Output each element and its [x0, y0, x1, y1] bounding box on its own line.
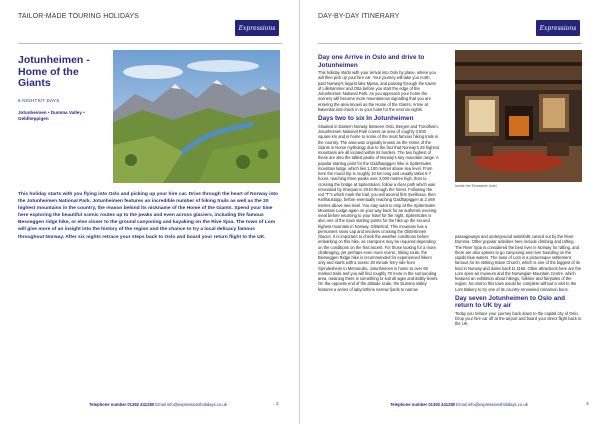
tour-duration: 6 NIGHTS/7 DAYS [18, 98, 60, 103]
day1-heading: Day one Arrive in Oslo and drive to Jotunheimen [318, 54, 425, 69]
day2-text-continued: passageways and underground waterfalls carved out by the River Dumma. Other popular activities here include climbing and rafting. The River Sjoa is considered the best river in Norway for rafting, and there are also options to go canyoning and river boarding on the rapids blue waters. The town of Lom is a picturesque settlement famous for its striking Stave Church, which is one of the biggest of its kind in Norway and dates back to 1160. Other attractions here are the Lom open-air museum and the Norwegian Mountain Centre, which features an exhibition about hikings, folklore and fairytales of the region. No visit to this town would be complete without a visit to the Lom Bakery to try one of its country-renowned cinnamon buns. [455, 234, 581, 292]
tour-title: Jotunheimen - Home of the Giants [18, 54, 90, 89]
day2-text: Situated in Eastern Norway between Oslo, Bergen and Trondheim, Jotunheimen National Park covers an area of roughly 3,500 square km and is home to some of the most famous hiking trails in the country. The area was originally known as the Home of the Giants in Norse mythology due to the fact that Norway's 29 highest mountains are all located within its borders. The two highest of these are also the tallest peaks of Norway's key mountain range. A popular starting point for the Galdhøpiggen hike is Spiterstulen mountain lodge, which lies 1,100 metres above sea level. From here the round trip is roughly 10 km long and usually takes 6-7 hours, reaching three peaks over 2,000 metres high, then to crossing the bridge at Spiterstulen, follow a clear path which was renovated by Sherpas in 2010 through the forest. Following the red "T"s which mark the trail, you will ascend first Svellnosa, then Keilhaustopp, before eventually reaching Galdhøpiggen at 2,469 metres above sea level. You may want to stop at the Spiterstulen Mountain Lodge again on your way back for an authentic evening meal before returning to your hotel for the night. Spiterstulen is also one of the main starting points for the hike up the second highest mountain in Norway, Glittertind. This mountain has a permanent snow cap and involves crossing the Glittertinnen Glacier. It is important to check the weather conditions before embarking on this hike, as crampons may be required depending on the conditions on the first ascent. For those looking for a more challenging, yet perhaps even more scenic, hiking route, the Besseggen Ridge hike is recommended for experienced hikers only and starts with a scenic 20 minute ferry ride from Gjendesheim to Memurubu. Jotunheimen is home to over 60 marked trails and you will find roughly 70 more in the surrounding area, meaning there is something to suit all ages and ability levels. On the opposite end of the altitude scale, the Dumma Valley features a series of labyrinthine narrow fjords to narrow [318, 123, 439, 292]
day7-text: Today you retrace your journey back down to the capital city of Oslo. Drop your hire car off at the airport and board your direct flight back to the UK. [455, 310, 582, 327]
mountain-valley-photo [113, 50, 280, 183]
right-page [300, 0, 600, 424]
hotel-interior-photo [455, 50, 582, 182]
header-rule-right [318, 43, 582, 44]
header-rule [18, 43, 282, 44]
footer-phone-label-right: Telephone number [390, 402, 428, 407]
itinerary-column-1 [318, 54, 439, 295]
page-number-left: 2 [276, 402, 279, 407]
tour-intro: This holiday starts with you flying into Oslo and picking up your hire car. Drive through the heart of Norway into the Jotunheimen National Park. Jotunheimen features an incredible number of hiking trails as well as the 20 highest mountains in the country, the reason behind its nickname of the Home of the Giants. Spend your time here exploring the beautiful scenic routes up to the peaks and even across glaciers, including the famous Besseggen ridge hike, or else closer to the ground canyoning and kayaking on the Rive Sjoa. The town of Lom will give more of an insight into the history of the region and the chance to try a local delicacy famous throughout Norway. After six nights retrace your steps back to Oslo and board your return flight to the UK. [18, 192, 279, 240]
footer-contact-right [390, 402, 528, 407]
footer-contact-left [89, 402, 227, 407]
logo-text-right: Expressions [539, 24, 577, 32]
running-head-left: TAILOR-MADE TOURING HOLIDAYS [18, 13, 139, 20]
footer-email-label-right: Email [456, 402, 467, 407]
footer-phone-right: 01392 441280 [428, 402, 456, 407]
logo-text: Expressions [238, 24, 276, 32]
photo-caption: Inside the Elvesæter hotel [455, 184, 497, 188]
page-number-right: 3 [586, 402, 589, 407]
footer-email-label: Email [155, 402, 166, 407]
day1-text: This holiday starts with your arrival into Oslo by plane, where you will then pick up your hire car. Your journey will take you north, past Norway's largest lake Mjøsa, and passing through the towns of Lillehammer and Otta before you start the edge of the Jotunheimen National Park. As you approach your home the scenery will become more mountainous signalling that you are entering the area known as the Home of the Giants. Arrive at Bøverdal and check in to your hotel for the next six nights. [318, 70, 436, 112]
footer-email-right: info@expressionsholidays.co.uk [467, 402, 528, 407]
itinerary-column-2 [455, 234, 582, 330]
hotel-interior-illustration [455, 50, 582, 182]
footer-phone: 01392 441280 [127, 402, 155, 407]
mountain-valley-illustration [113, 50, 280, 183]
footer-phone-label: Telephone number [89, 402, 127, 407]
day2-heading: Days two to six In Jotunheimen [318, 115, 414, 123]
expressions-logo-right [536, 20, 580, 36]
running-head-right: DAY-BY-DAY ITINERARY [318, 13, 400, 20]
tour-route: Jotunheimen • Dumma Valley • Geldheppigen [18, 110, 85, 121]
expressions-logo [235, 20, 279, 36]
day7-heading: Day seven Jotunheimen to Oslo and return to UK by air [455, 294, 566, 310]
footer-email: info@expressionsholidays.co.uk [166, 402, 227, 407]
